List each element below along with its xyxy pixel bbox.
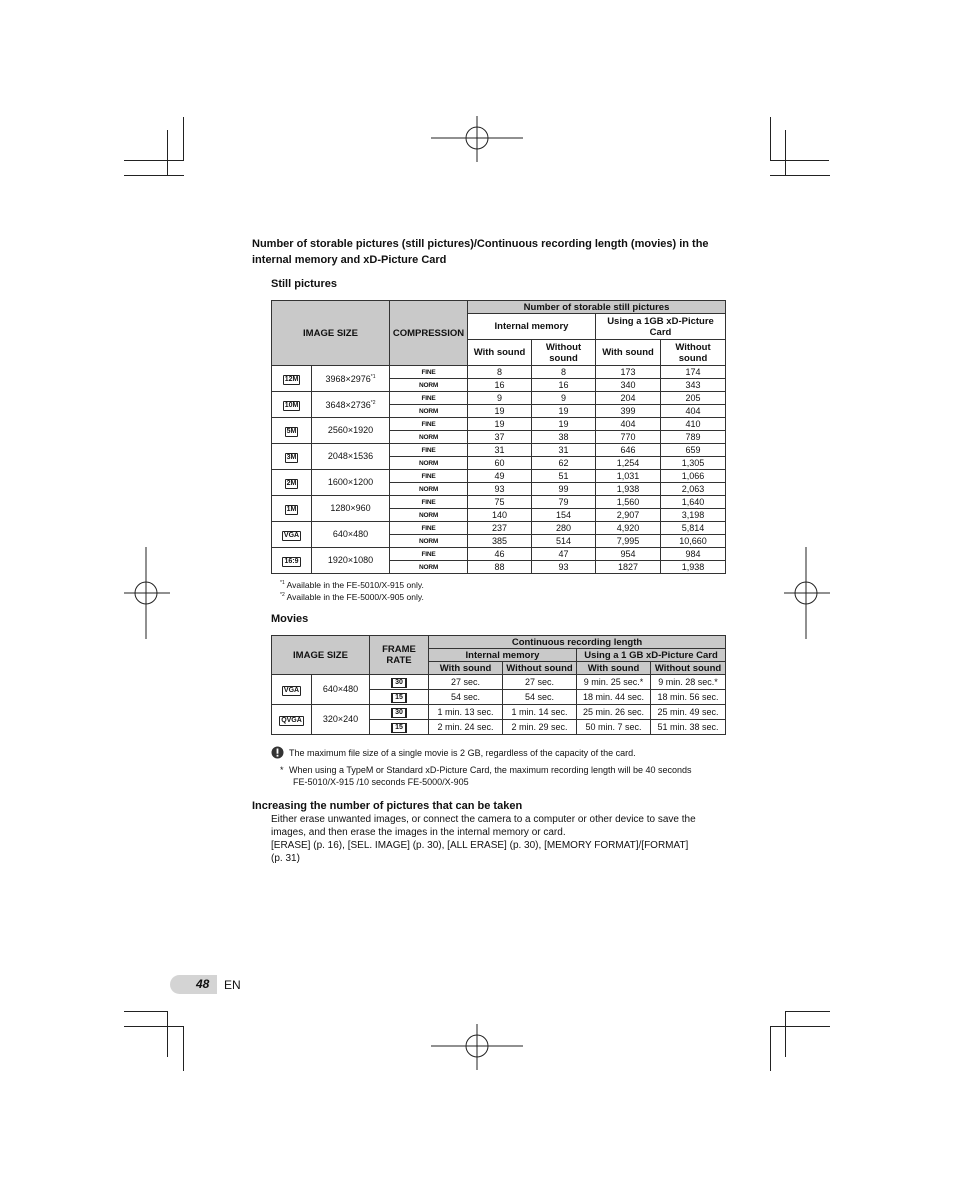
image-size-value: 3968×2976 — [325, 374, 371, 384]
count-cell: 1,066 — [661, 470, 726, 483]
image-mode-cell — [272, 470, 312, 496]
still-pictures-title: Still pictures — [271, 278, 338, 290]
count-cell: 38 — [532, 431, 596, 444]
col-without-sound: Without sound — [661, 340, 726, 366]
count-cell: 31 — [468, 444, 532, 457]
count-cell: 205 — [661, 392, 726, 405]
count-cell: 16 — [532, 379, 596, 392]
page-number-tab — [170, 975, 217, 994]
count-cell: 19 — [468, 405, 532, 418]
length-cell: 18 min. 44 sec. — [577, 690, 651, 705]
fine-compression-icon: FINE — [421, 551, 436, 558]
image-mode-cell — [272, 418, 312, 444]
count-cell: 385 — [468, 535, 532, 548]
count-cell: 646 — [596, 444, 661, 457]
count-cell: 1,305 — [661, 457, 726, 470]
compression-cell — [390, 470, 468, 483]
asterisk-mark: * — [280, 765, 284, 775]
normal-compression-icon: NORM — [418, 486, 439, 493]
caution-icon — [271, 746, 284, 759]
count-cell: 399 — [596, 405, 661, 418]
col-without-sound: Without sound — [503, 662, 577, 675]
length-cell: 51 min. 38 sec. — [651, 720, 726, 735]
col-xd-card: Using a 1GB xD-Picture Card — [596, 314, 726, 340]
count-cell: 9 — [532, 392, 596, 405]
movie-size-mode-icon: QVGA — [281, 716, 302, 724]
count-cell: 280 — [532, 522, 596, 535]
compression-cell — [390, 392, 468, 405]
count-cell: 75 — [468, 496, 532, 509]
count-cell: 9 — [468, 392, 532, 405]
count-cell: 404 — [661, 405, 726, 418]
frame-rate-cell — [370, 675, 429, 690]
length-cell: 2 min. 29 sec. — [503, 720, 577, 735]
compression-cell — [390, 431, 468, 444]
count-cell: 37 — [468, 431, 532, 444]
frame-rate-cell — [370, 720, 429, 735]
count-cell: 404 — [596, 418, 661, 431]
image-size-mode-icon: 10M — [284, 401, 299, 409]
count-cell: 93 — [468, 483, 532, 496]
count-cell: 19 — [532, 405, 596, 418]
image-size-cell — [312, 366, 390, 392]
count-cell: 16 — [468, 379, 532, 392]
count-cell: 173 — [596, 366, 661, 379]
count-cell: 1827 — [596, 561, 661, 574]
image-size-cell — [312, 444, 390, 470]
heading-line-2: internal memory and xD-Picture Card — [252, 254, 447, 266]
increase-text-1: Either erase unwanted images, or connect the camera to a computer or other device to save the — [271, 814, 696, 825]
footnote-mark: *2 — [370, 400, 376, 406]
page-number: 48 — [196, 977, 210, 991]
col-with-sound: With sound — [429, 662, 503, 675]
table-row — [272, 548, 726, 561]
col-with-sound: With sound — [468, 340, 532, 366]
col-number-storable: Number of storable still pictures — [468, 301, 726, 314]
count-cell: 140 — [468, 509, 532, 522]
movie-note-line-2: FE-5010/X-915 /10 seconds FE-5000/X-905 — [293, 777, 469, 787]
count-cell: 46 — [468, 548, 532, 561]
fine-compression-icon: FINE — [421, 499, 436, 506]
count-cell: 514 — [532, 535, 596, 548]
image-size-cell — [312, 470, 390, 496]
compression-cell — [390, 418, 468, 431]
count-cell: 1,938 — [661, 561, 726, 574]
registration-mark-left — [124, 547, 170, 639]
image-size-mode-icon: 12M — [284, 375, 299, 383]
table-row — [272, 522, 726, 535]
compression-cell — [390, 548, 468, 561]
fine-compression-icon: FINE — [421, 473, 436, 480]
caution-text: The maximum file size of a single movie is 2 GB, regardless of the capacity of the card. — [289, 748, 636, 758]
compression-cell — [390, 405, 468, 418]
col-without-sound: Without sound — [532, 340, 596, 366]
col-xd-card: Using a 1 GB xD-Picture Card — [577, 649, 726, 662]
compression-cell — [390, 561, 468, 574]
table-row — [272, 496, 726, 509]
image-size-value: 2048×1536 — [327, 451, 374, 461]
count-cell: 7,995 — [596, 535, 661, 548]
image-size-cell: 640×480 — [312, 675, 370, 705]
col-image-size: IMAGE SIZE — [272, 301, 390, 366]
length-cell: 25 min. 49 sec. — [651, 705, 726, 720]
normal-compression-icon: NORM — [418, 564, 439, 571]
count-cell: 93 — [532, 561, 596, 574]
count-cell: 770 — [596, 431, 661, 444]
normal-compression-icon: NORM — [418, 382, 439, 389]
count-cell: 51 — [532, 470, 596, 483]
count-cell: 340 — [596, 379, 661, 392]
compression-cell — [390, 366, 468, 379]
increase-text-4: (p. 31) — [271, 853, 300, 864]
image-size-mode-icon: 16:9 — [284, 557, 299, 565]
count-cell: 79 — [532, 496, 596, 509]
normal-compression-icon: NORM — [418, 408, 439, 415]
col-without-sound: Without sound — [651, 662, 726, 675]
count-cell: 659 — [661, 444, 726, 457]
count-cell: 154 — [532, 509, 596, 522]
table-row — [272, 675, 726, 690]
image-size-cell — [312, 418, 390, 444]
movie-size-mode-icon: VGA — [283, 686, 300, 694]
count-cell: 10,660 — [661, 535, 726, 548]
count-cell: 2,063 — [661, 483, 726, 496]
length-cell: 9 min. 28 sec.* — [651, 675, 726, 690]
length-cell: 54 sec. — [429, 690, 503, 705]
image-size-mode-icon: VGA — [283, 531, 300, 539]
frame-rate-icon: 15 — [391, 693, 407, 703]
count-cell: 174 — [661, 366, 726, 379]
compression-cell — [390, 496, 468, 509]
count-cell: 19 — [532, 418, 596, 431]
table-row — [272, 705, 726, 720]
image-size-cell: 320×240 — [312, 705, 370, 735]
movies-title: Movies — [271, 613, 309, 625]
count-cell: 3,198 — [661, 509, 726, 522]
footnote-2: $^{*2}$ Available in the FE-5000/X-905 only. — [280, 592, 424, 602]
length-cell: 27 sec. — [429, 675, 503, 690]
count-cell: 47 — [532, 548, 596, 561]
increase-text-2: images, and then erase the images in the internal memory or card. — [271, 827, 566, 838]
count-cell: 99 — [532, 483, 596, 496]
table-row — [272, 418, 726, 431]
count-cell: 343 — [661, 379, 726, 392]
image-size-value: 1600×1200 — [327, 477, 374, 487]
image-size-value: 1280×960 — [330, 503, 371, 513]
count-cell: 237 — [468, 522, 532, 535]
length-cell: 27 sec. — [503, 675, 577, 690]
image-mode-cell — [272, 548, 312, 574]
frame-rate-icon: 30 — [391, 708, 407, 718]
image-size-cell — [312, 522, 390, 548]
image-size-mode-icon: 5M — [286, 427, 297, 435]
image-size-cell — [312, 496, 390, 522]
length-cell: 18 min. 56 sec. — [651, 690, 726, 705]
count-cell: 1,031 — [596, 470, 661, 483]
fine-compression-icon: FINE — [421, 447, 436, 454]
compression-cell — [390, 535, 468, 548]
image-size-mode-icon: 2M — [286, 479, 297, 487]
registration-mark-top — [431, 116, 523, 162]
count-cell: 789 — [661, 431, 726, 444]
image-mode-cell — [272, 444, 312, 470]
frame-rate-cell — [370, 705, 429, 720]
table-row — [272, 366, 726, 379]
count-cell: 49 — [468, 470, 532, 483]
count-cell: 4,920 — [596, 522, 661, 535]
col-image-size: IMAGE SIZE — [272, 636, 370, 675]
count-cell: 1,640 — [661, 496, 726, 509]
compression-cell — [390, 509, 468, 522]
col-with-sound: With sound — [577, 662, 651, 675]
count-cell: 62 — [532, 457, 596, 470]
count-cell: 410 — [661, 418, 726, 431]
increase-text-3: [ERASE] (p. 16), [SEL. IMAGE] (p. 30), [ALL ERASE] (p. 30), [MEMORY FORMAT]/[FORMAT] — [271, 840, 689, 851]
image-mode-cell — [272, 522, 312, 548]
col-internal-memory: Internal memory — [468, 314, 596, 340]
footnote-1: $^{*1}$ Available in the FE-5010/X-915 only. — [280, 580, 424, 590]
image-size-mode-icon: 3M — [286, 453, 297, 461]
count-cell: 8 — [468, 366, 532, 379]
fine-compression-icon: FINE — [421, 369, 436, 376]
image-size-value: 2560×1920 — [327, 425, 374, 435]
table-row — [272, 444, 726, 457]
normal-compression-icon: NORM — [418, 538, 439, 545]
compression-cell — [390, 444, 468, 457]
length-cell: 9 min. 25 sec.* — [577, 675, 651, 690]
heading-line-1: Number of storable pictures (still pictures)/Continuous recording length (movies) in the — [252, 238, 709, 250]
count-cell: 954 — [596, 548, 661, 561]
image-mode-cell — [272, 366, 312, 392]
image-size-cell — [312, 392, 390, 418]
fine-compression-icon: FINE — [421, 395, 436, 402]
image-size-value: 1920×1080 — [327, 555, 374, 565]
count-cell: 5,814 — [661, 522, 726, 535]
frame-rate-icon: 30 — [391, 678, 407, 688]
image-mode-cell — [272, 705, 312, 735]
registration-mark-bottom — [431, 1024, 523, 1070]
normal-compression-icon: NORM — [418, 512, 439, 519]
fine-compression-icon: FINE — [421, 525, 436, 532]
col-internal-memory: Internal memory — [429, 649, 577, 662]
count-cell: 60 — [468, 457, 532, 470]
col-recording-length: Continuous recording length — [429, 636, 726, 649]
increase-title: Increasing the number of pictures that can be taken — [252, 800, 523, 812]
compression-cell — [390, 457, 468, 470]
image-mode-cell — [272, 392, 312, 418]
count-cell: 2,907 — [596, 509, 661, 522]
image-size-mode-icon: 1M — [286, 505, 297, 513]
col-frame-rate: FRAME RATE — [370, 636, 429, 675]
image-size-value: 3648×2736 — [325, 400, 371, 410]
table-row — [272, 470, 726, 483]
col-with-sound: With sound — [596, 340, 661, 366]
still-pictures-table — [271, 300, 726, 574]
footnote-mark: *1 — [370, 374, 376, 380]
frame-rate-cell — [370, 690, 429, 705]
length-cell: 25 min. 26 sec. — [577, 705, 651, 720]
normal-compression-icon: NORM — [418, 434, 439, 441]
count-cell: 204 — [596, 392, 661, 405]
registration-mark-right — [784, 547, 830, 639]
length-cell: 1 min. 14 sec. — [503, 705, 577, 720]
count-cell: 984 — [661, 548, 726, 561]
count-cell: 88 — [468, 561, 532, 574]
image-size-cell — [312, 548, 390, 574]
length-cell: 54 sec. — [503, 690, 577, 705]
language-code: EN — [224, 978, 241, 992]
table-row — [272, 392, 726, 405]
compression-cell — [390, 522, 468, 535]
image-size-value: 640×480 — [332, 529, 369, 539]
length-cell: 2 min. 24 sec. — [429, 720, 503, 735]
count-cell: 1,254 — [596, 457, 661, 470]
image-mode-cell — [272, 496, 312, 522]
normal-compression-icon: NORM — [418, 460, 439, 467]
count-cell: 1,560 — [596, 496, 661, 509]
col-compression: COMPRESSION — [390, 301, 468, 366]
movies-table — [271, 635, 726, 735]
count-cell: 8 — [532, 366, 596, 379]
fine-compression-icon: FINE — [421, 421, 436, 428]
length-cell: 50 min. 7 sec. — [577, 720, 651, 735]
compression-cell — [390, 379, 468, 392]
length-cell: 1 min. 13 sec. — [429, 705, 503, 720]
count-cell: 31 — [532, 444, 596, 457]
count-cell: 19 — [468, 418, 532, 431]
count-cell: 1,938 — [596, 483, 661, 496]
frame-rate-icon: 15 — [391, 723, 407, 733]
movie-note-line-1: When using a TypeM or Standard xD-Picture Card, the maximum recording length will be 40 seconds — [289, 765, 692, 775]
image-mode-cell — [272, 675, 312, 705]
compression-cell — [390, 483, 468, 496]
